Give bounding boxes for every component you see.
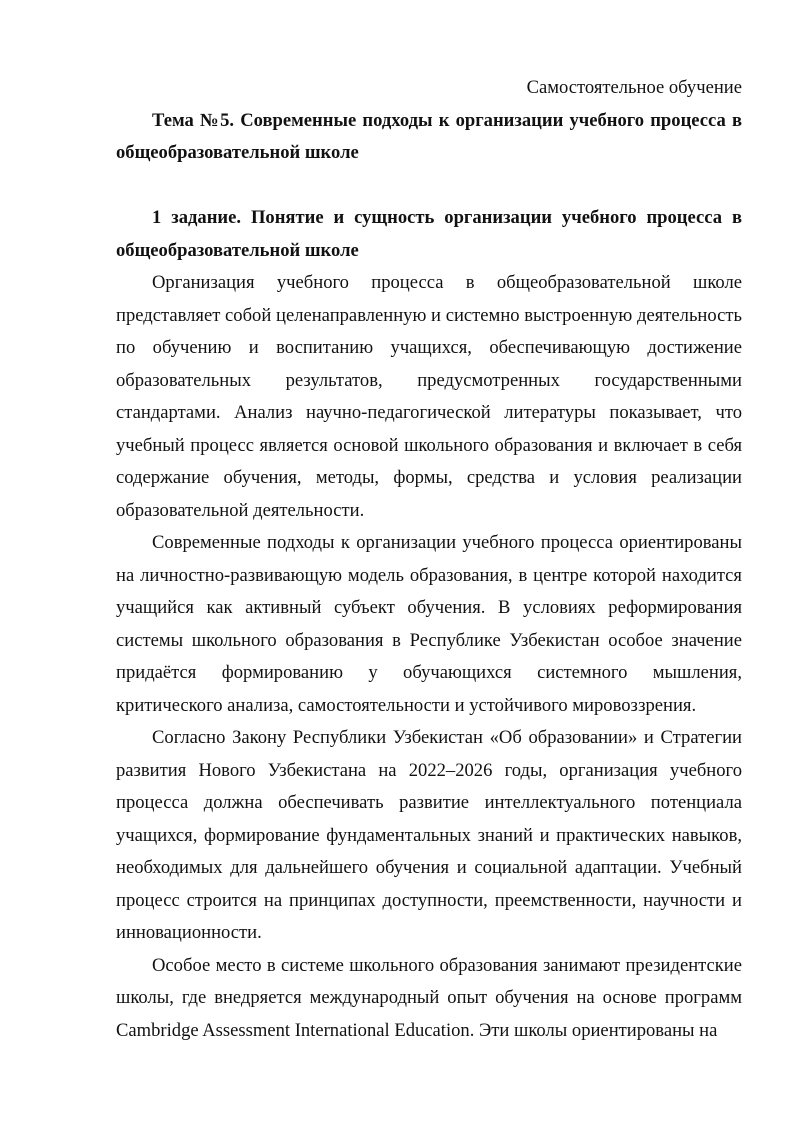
paragraph-3: Согласно Закону Республики Узбекистан «Об образовании» и Стратегии развития Нового Узбекистана на 2022–2026 годы, организация учебного процесса должна обеспечивать развитие интеллектуального потенциала учащихся, формирование фундаментальных знаний и практических навыков, необходимых для дальнейшего обучения и социальной адаптации. Учебный процесс строится на принципах доступности, преемственности, научности и инновационности. [116, 727, 742, 943]
document-page [116, 72, 742, 1047]
task-title: 1 задание. Понятие и сущность организации учебного процесса в общеобразовательной школе [116, 207, 742, 261]
paragraph-2: Современные подходы к организации учебного процесса ориентированы на личностно-развивающую модель образования, в центре которой находится учащийся как активный субъект обучения. В условиях реформирования системы школьного образования в Республике Узбекистан особое значение придаётся формированию у обучающихся системного мышления, критического анализа, самостоятельности и устойчивого мировоззрения. [116, 532, 742, 716]
document-title: Тема №5. Современные подходы к организации учебного процесса в общеобразовательной школе [116, 109, 742, 163]
document-header: Самостоятельное обучение [526, 77, 742, 98]
spacer [116, 170, 742, 203]
paragraph-1: Организация учебного процесса в общеобразовательной школе представляет собой целенаправленную и системно выстроенную деятельность по обучению и воспитанию учащихся, обеспечивающую достижение образовательных результатов, предусмотренных государственными стандартами. Анализ научно-педагогической литературы показывает, что учебный процесс является основой школьного образования и включает в себя содержание обучения, методы, формы, средства и условия реализации образовательной деятельности. [116, 272, 742, 521]
paragraph-4: Особое место в системе школьного образования занимают президентские школы, где внедряется международный опыт обучения на основе программ Cambridge Assessment International Education. Эти школы ориентированы на [116, 954, 742, 1041]
